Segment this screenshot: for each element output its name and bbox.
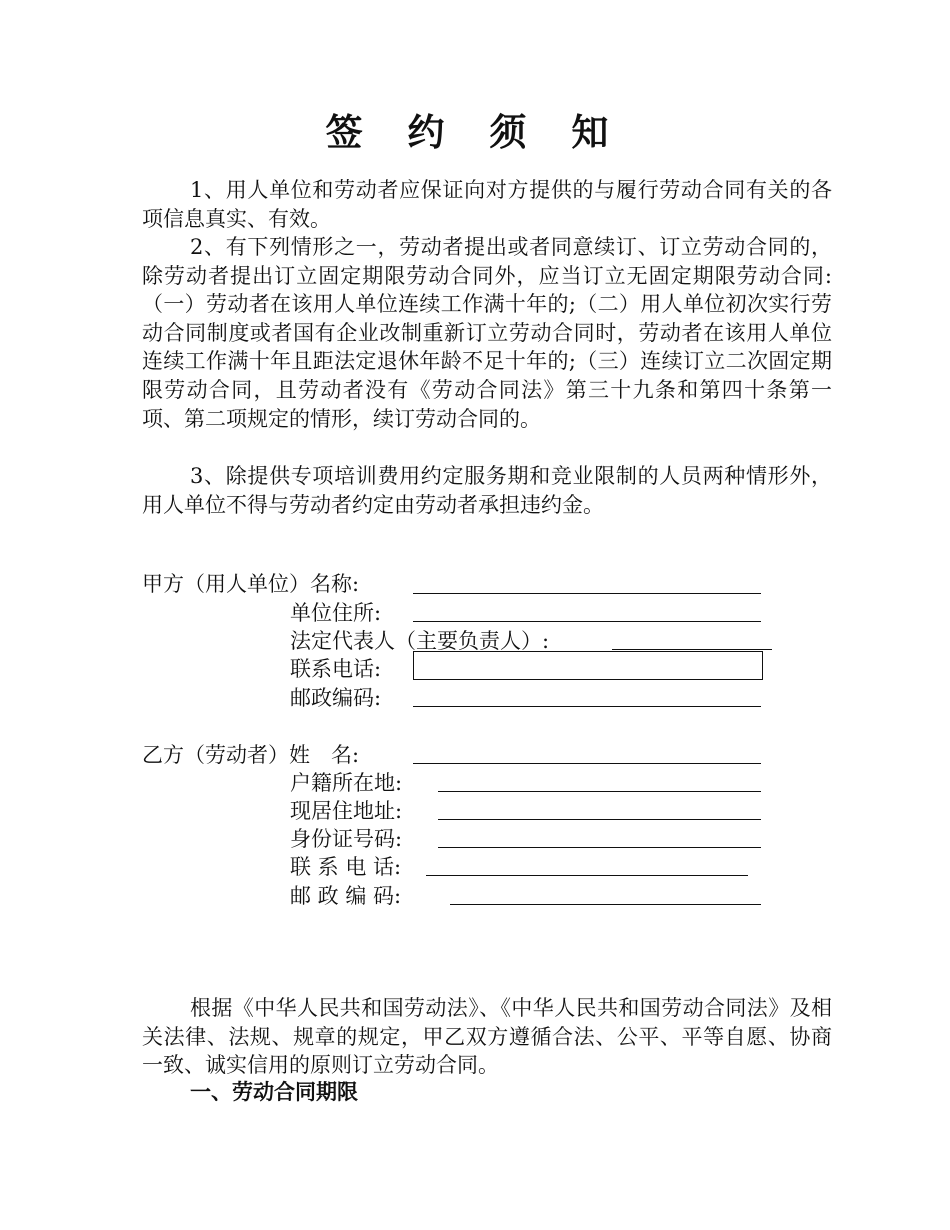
notice-item-1: 1、用人单位和劳动者应保证向对方提供的与履行劳动合同有关的各项信息真实、有效。 [142, 178, 832, 231]
party-a-name-label: 甲方（用人单位）名称: [142, 572, 360, 596]
notice-item-3: 3、除提供专项培训费用约定服务期和竞业限制的人员两种情形外，用人单位不得与劳动者约定由劳动者承担违约金。 [142, 464, 832, 517]
party-a-postcode-label: 邮政编码: [290, 686, 382, 710]
party-b-postcode-label: 邮 政 编 码: [290, 884, 402, 908]
party-b-hukou-label: 户籍所在地: [290, 771, 403, 795]
party-b-hukou-field[interactable] [438, 791, 761, 792]
party-b-phone-label: 联 系 电 话: [290, 855, 402, 879]
party-a-rep-label: 法定代表人（主要负责人）: [290, 629, 550, 653]
party-b-id-label: 身份证号码: [290, 827, 403, 851]
party-b-residence-field[interactable] [438, 819, 761, 820]
party-a-address-label: 单位住所: [290, 601, 382, 625]
party-a-address-field[interactable] [413, 621, 761, 622]
party-a-phone-field[interactable] [413, 651, 763, 680]
notice-title: 签 约 须 知 [325, 110, 625, 154]
section-heading-contract-term: 一、劳动合同期限 [190, 1080, 358, 1104]
notice-item-2: 2、有下列情形之一，劳动者提出或者同意续订、订立劳动合同的，除劳动者提出订立固定期限劳动合同外，应当订立无固定期限劳动合同:（一）劳动者在该用人单位连续工作满十年的;（二）用人单位初次实行劳动合同制度或者国有企业改制重新订立劳动合同时，劳动者在该用人单位连续工作满十年且距法定退休年龄不足十年的;（三）连续订立二次固定期限劳动合同，且劳动者没有《劳动合同法》第三十九条和第四十条第一项、第二项规定的情形，续订劳动合同的。 [142, 235, 832, 431]
party-b-phone-field[interactable] [426, 875, 748, 876]
party-b-name-label: 乙方（劳动者）姓 名: [142, 743, 360, 767]
party-a-name-field[interactable] [413, 593, 761, 594]
party-a-postcode-field[interactable] [413, 706, 761, 707]
party-b-postcode-field[interactable] [450, 904, 761, 905]
party-a-phone-label: 联系电话: [290, 657, 382, 681]
party-b-name-field[interactable] [413, 763, 761, 764]
party-b-id-field[interactable] [438, 847, 761, 848]
party-b-residence-label: 现居住地址: [290, 799, 403, 823]
party-a-rep-field[interactable] [612, 649, 772, 650]
preamble-paragraph: 根据《中华人民共和国劳动法》、《中华人民共和国劳动合同法》及相关法律、法规、规章的规定，甲乙双方遵循合法、公平、平等自愿、协商一致、诚实信用的原则订立劳动合同。 [142, 996, 832, 1078]
